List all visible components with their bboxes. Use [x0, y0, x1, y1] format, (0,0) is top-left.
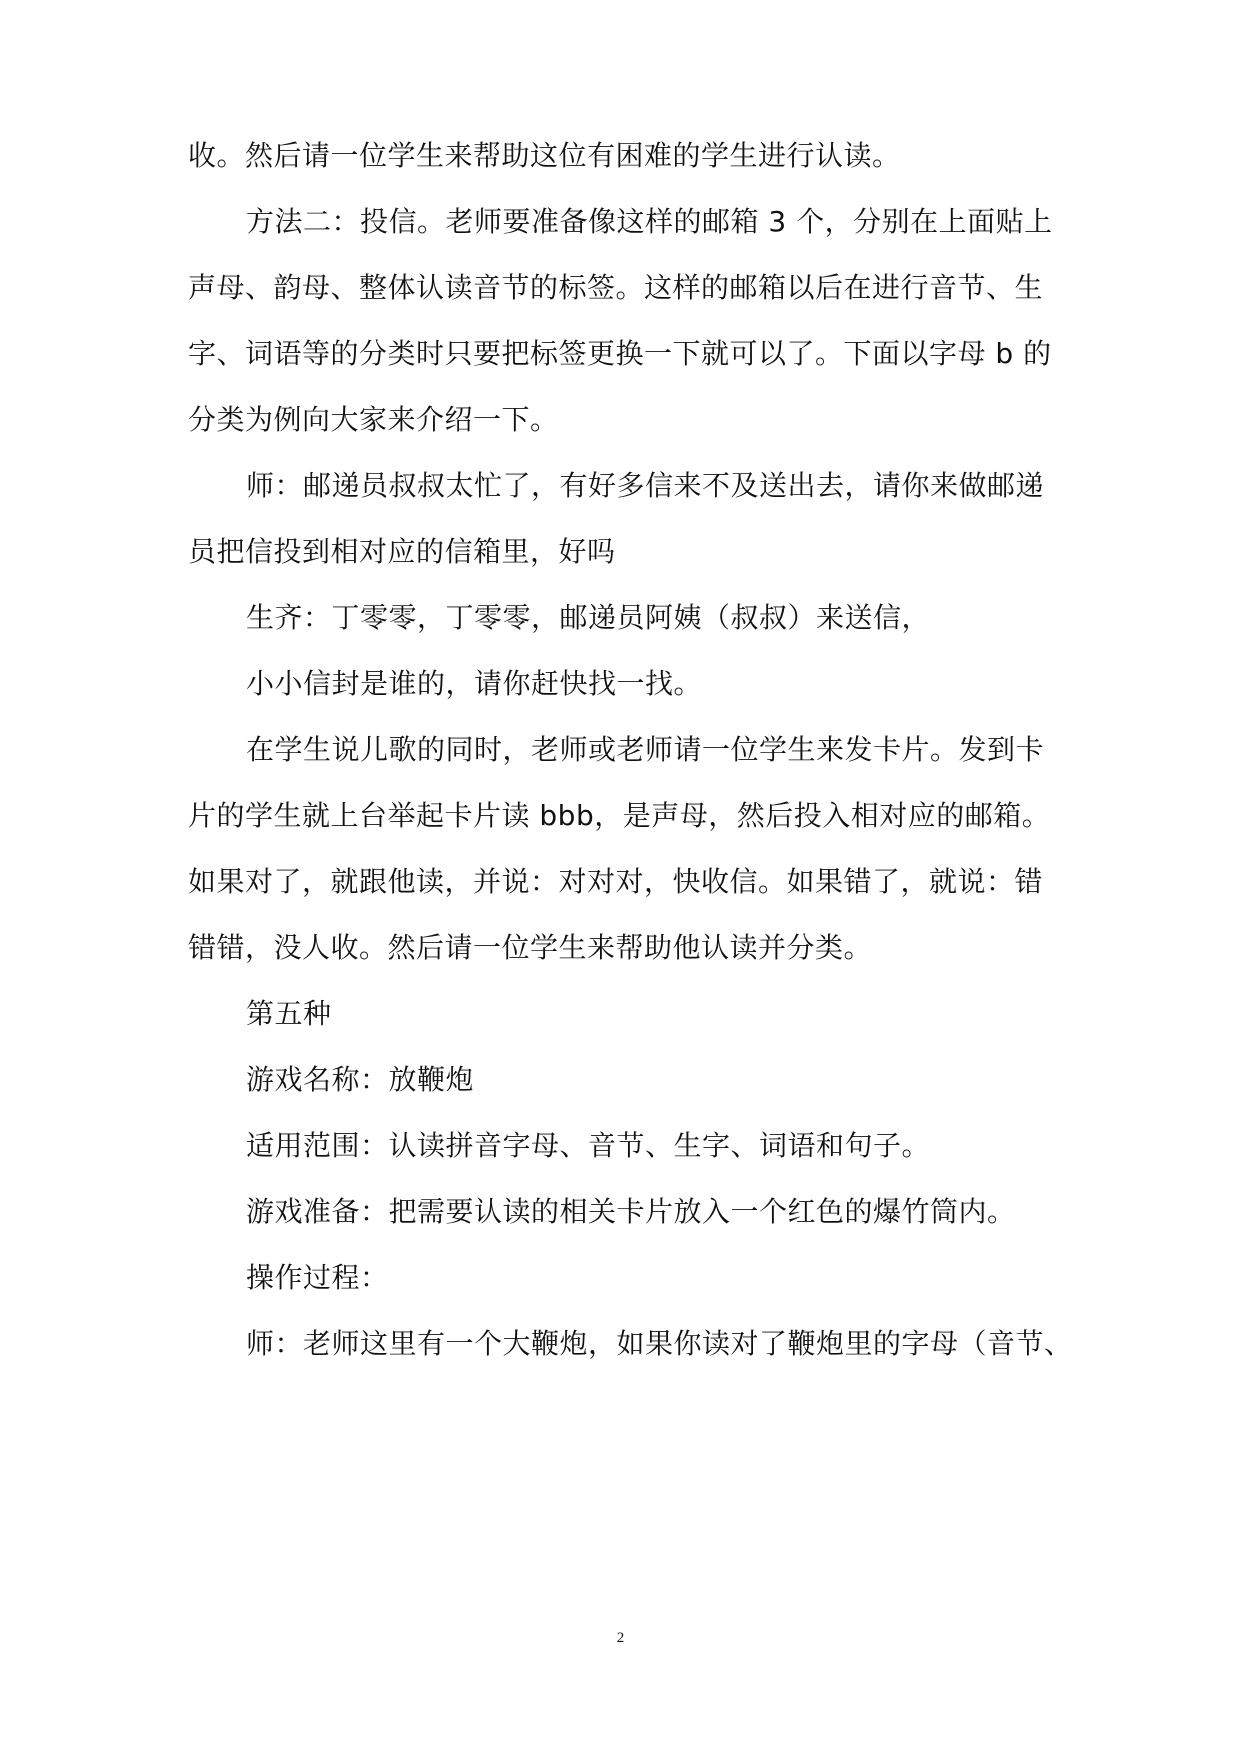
text-line: 分类为例向大家来介绍一下。: [188, 403, 559, 436]
page-number: 2: [616, 1630, 625, 1646]
text-line: 在学生说儿歌的同时，老师或老师请一位学生来发卡片。发到卡: [246, 733, 1045, 766]
text-line: 游戏名称：放鞭炮: [246, 1063, 475, 1096]
text-line: 生齐：丁零零，丁零零，邮递员阿姨（叔叔）来送信，: [246, 601, 931, 634]
text-line: 师：老师这里有一个大鞭炮，如果你读对了鞭炮里的字母（音节、: [246, 1327, 1073, 1360]
section-heading: 第五种: [246, 997, 332, 1030]
text-line: 字、词语等的分类时只要把标签更换一下就可以了。下面以字母 b 的: [188, 337, 1052, 370]
text-line: 如果对了，就跟他读，并说：对对对，快收信。如果错了，就说：错: [188, 865, 1044, 898]
text-line: 收。然后请一位学生来帮助这位有困难的学生进行认读。: [188, 139, 901, 172]
text-line: 游戏准备：把需要认读的相关卡片放入一个红色的爆竹筒内。: [246, 1195, 1016, 1228]
text-line: 方法二：投信。老师要准备像这样的邮箱 3 个，分别在上面贴上: [246, 205, 1053, 238]
text-line: 适用范围：认读拼音字母、音节、生字、词语和句子。: [246, 1129, 931, 1162]
text-line: 员把信投到相对应的信箱里，好吗: [188, 535, 616, 568]
text-line: 片的学生就上台举起卡片读 bbb，是声母，然后投入相对应的邮箱。: [188, 799, 1051, 832]
text-line: 师：邮递员叔叔太忙了，有好多信来不及送出去，请你来做邮递: [246, 469, 1045, 502]
text-line: 小小信封是谁的，请你赶快找一找。: [246, 667, 703, 700]
text-line: 操作过程：: [246, 1261, 389, 1294]
text-line: 错错，没人收。然后请一位学生来帮助他认读并分类。: [188, 931, 873, 964]
text-line: 声母、韵母、整体认读音节的标签。这样的邮箱以后在进行音节、生: [188, 271, 1044, 304]
